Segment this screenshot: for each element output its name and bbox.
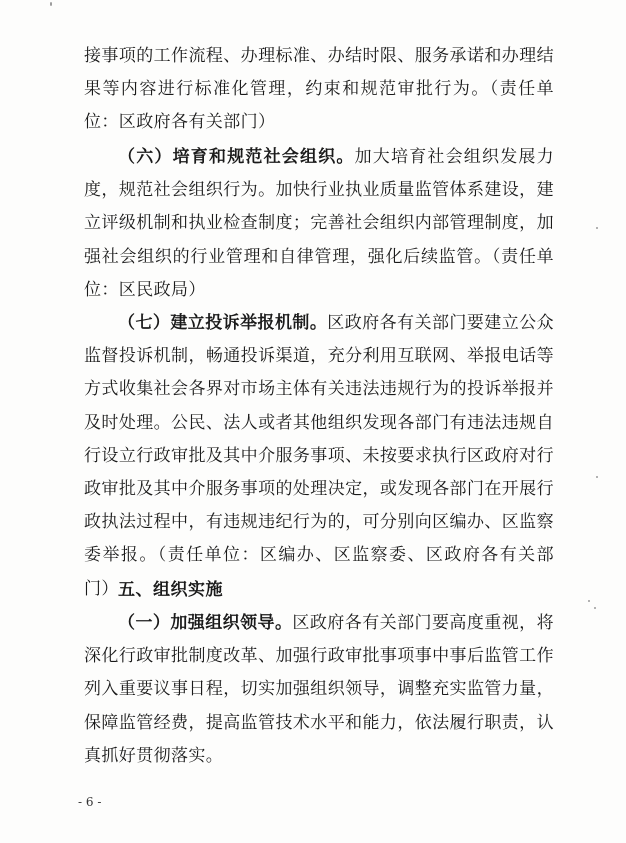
paragraph-approval-standardization — [84, 40, 554, 140]
paragraph-organizational-leadership — [84, 607, 554, 773]
paragraph-complaint-mechanism — [84, 307, 554, 606]
scan-speck — [50, 2, 52, 6]
paragraph-lead-six: （六）培育和规范社会组织。 — [118, 147, 355, 167]
paragraph-text: 接事项的工作流程、办理标准、办结时限、服务承诺和办理结果等内容进行标准化管理，约束和规范审批行为。（责任单位：区政府各有关部门） — [84, 46, 554, 133]
scan-speck — [594, 607, 596, 609]
paragraph-lead-one: （一）加强组织领导。 — [118, 613, 293, 633]
section-heading-organization: 五、组织实施 — [118, 580, 223, 600]
page-number: - 6 - — [78, 795, 102, 809]
paragraph-lead-seven: （七）建立投诉举报机制。 — [118, 313, 328, 333]
scan-speck — [596, 227, 598, 229]
scan-speck — [596, 476, 598, 478]
paragraph-text: 加大培育社会组织发展力度，规范社会组织行为。加快行业执业质量监管体系建设，建立评级机制和执业检查制度；完善社会组织内部管理制度，加强社会组织的行业管理和自律管理，强化后续监管。（责任单位：区民政局） — [84, 147, 555, 300]
paragraph-text: 区政府各有关部门要建立公众监督投诉机制，畅通投诉渠道，充分利用互联网、举报电话等方式收集社会各界对市场主体有关违法违规行为的投诉举报并及时处理。公民、法人或者其他组织发现各部门有违法违规自行设立行政审批及其中介服务事项、未按要求执行区政府对行政审批及其中介服务事项的处理决定，或发现各部门在开展行政执法过程中，有违规违纪行为的，可分别向区编办、区监察委举报。（责任单位：区编办、区监察委、区政府各有关部门） — [84, 313, 554, 599]
paragraph-social-organizations — [84, 141, 554, 307]
scan-speck — [588, 600, 590, 602]
paragraph-text: 区政府各有关部门要高度重视，将深化行政审批制度改革、加强行政审批事项事中事后监管工作列入重要议事日程，切实加强组织领导，调整充实监管力量，保障监管经费，提高监管技术水平和能力，依法履行职责，认真抓好贯彻落实。 — [84, 613, 555, 766]
